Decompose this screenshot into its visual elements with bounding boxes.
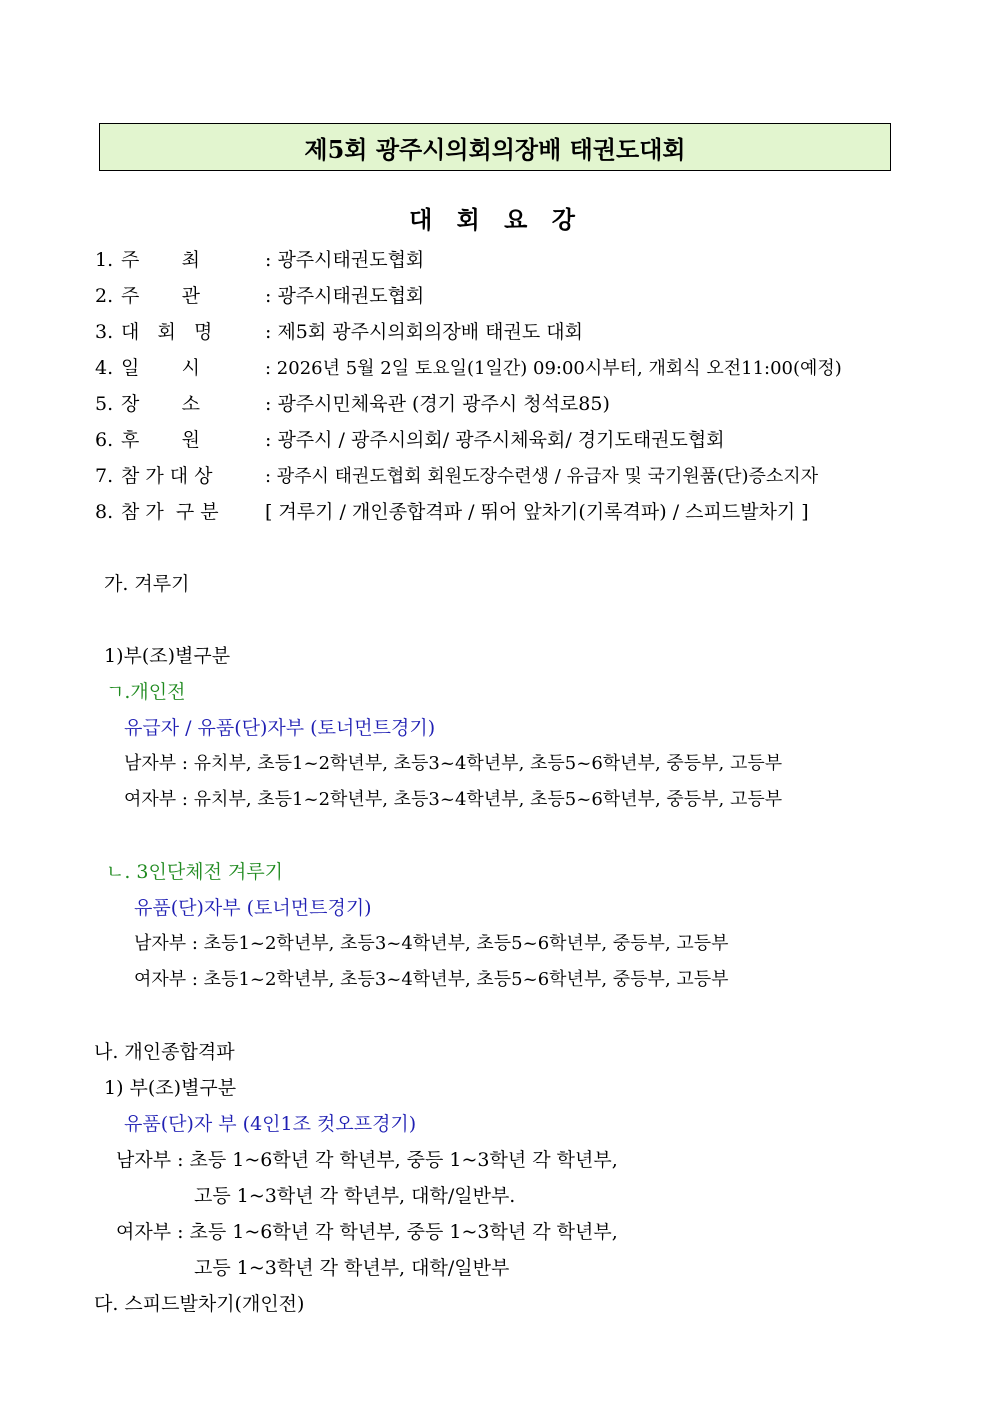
outline-item-2: 2. 주 관 : 광주시태권도협회 [95, 285, 425, 307]
outline-item-1: 1. 주 최 : 광주시태권도협회 [95, 249, 425, 271]
section-na-female-1: 여자부 : 초등 1~6학년 각 학년부, 중등 1~3학년 각 학년부, [116, 1221, 618, 1243]
outline-item-4: 4. 일 시 : 2026년 5월 2일 토요일(1일간) 09:00시부터, 개회식 오전11:00(예정) [95, 357, 842, 379]
section-na-male-2: 고등 1~3학년 각 학년부, 대학/일반부. [194, 1185, 516, 1207]
outline-item-8: 8. 참 가 구 분 [ 겨루기 / 개인종합격파 / 뛰어 앞차기(기록격파) / 스피드발차기 ] [95, 501, 809, 523]
title-box [99, 123, 891, 171]
document-subtitle: 대 회 요 강 [409, 205, 583, 234]
section-ga-a-heading: ㄱ.개인전 [106, 681, 186, 703]
section-ga-sub1: 1)부(조)별구분 [104, 645, 231, 667]
section-ga-a-male: 남자부 : 유치부, 초등1~2학년부, 초등3~4학년부, 초등5~6학년부, 중등부, 고등부 [124, 753, 783, 774]
section-ga-b-female: 여자부 : 초등1~2학년부, 초등3~4학년부, 초등5~6학년부, 중등부, 고등부 [134, 969, 729, 990]
section-na-sub1: 1) 부(조)별구분 [104, 1077, 237, 1099]
section-da-heading: 다. 스피드발차기(개인전) [94, 1293, 305, 1315]
section-ga-b-male: 남자부 : 초등1~2학년부, 초등3~4학년부, 초등5~6학년부, 중등부, 고등부 [134, 933, 729, 954]
outline-item-6: 6. 후 원 : 광주시 / 광주시의회/ 광주시체육회/ 경기도태권도협회 [95, 429, 725, 451]
section-ga-b-type: 유품(단)자부 (토너먼트경기) [134, 897, 372, 919]
section-na-type: 유품(단)자 부 (4인1조 컷오프경기) [124, 1113, 417, 1135]
section-ga-a-type: 유급자 / 유품(단)자부 (토너먼트경기) [124, 717, 436, 739]
section-na-heading: 나. 개인종합격파 [94, 1041, 235, 1063]
section-na-male-1: 남자부 : 초등 1~6학년 각 학년부, 중등 1~3학년 각 학년부, [116, 1149, 618, 1171]
section-na-female-2: 고등 1~3학년 각 학년부, 대학/일반부 [194, 1257, 510, 1279]
document-title: 제5회 광주시의회의장배 태권도대회 [304, 134, 686, 164]
outline-item-3: 3. 대 회 명 : 제5회 광주시의회의장배 태권도 대회 [95, 321, 583, 343]
section-ga-a-female: 여자부 : 유치부, 초등1~2학년부, 초등3~4학년부, 초등5~6학년부, 중등부, 고등부 [124, 789, 783, 810]
outline-item-5: 5. 장 소 : 광주시민체육관 (경기 광주시 청석로85) [95, 393, 610, 415]
section-ga-heading: 가. 겨루기 [104, 573, 190, 595]
section-ga-b-heading: ㄴ. 3인단체전 겨루기 [106, 861, 284, 883]
outline-item-7: 7. 참 가 대 상 : 광주시 태권도협회 회원도장수련생 / 유급자 및 국기원품(단)증소지자 [95, 465, 819, 487]
